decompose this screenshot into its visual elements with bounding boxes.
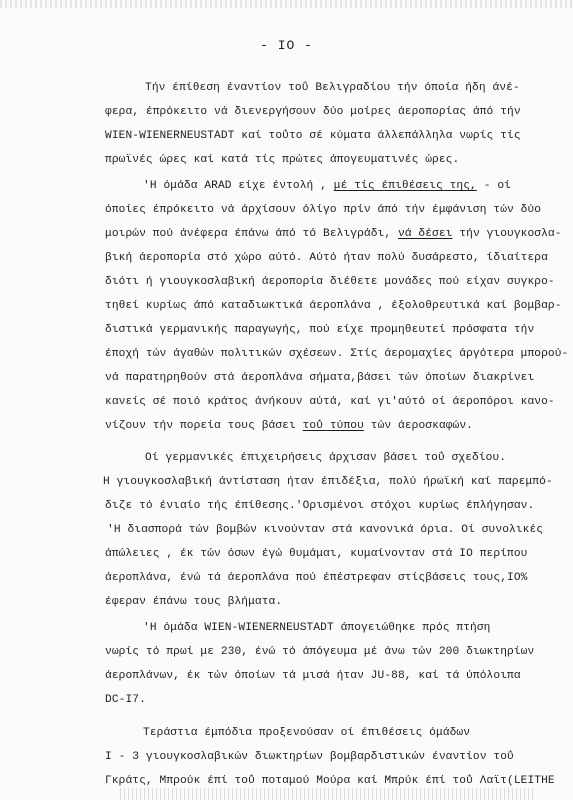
underlined-phrase: νά δέσει xyxy=(397,228,453,240)
text-line: Οί γερμανικές έπιχειρήσεις άρχισαν βάσει τοΰ σχεδίου. xyxy=(145,452,507,464)
text-segment: - οί xyxy=(476,180,511,192)
text-line xyxy=(105,227,562,241)
text-line: DC-I7. xyxy=(105,694,146,706)
text-line: WIEN-WIENERNEUSTADT καί τοΰτο σέ κύματα άλλεπάλληλα νωρίς τίς xyxy=(105,130,521,142)
underlined-phrase: τοΰ τύπου xyxy=(302,420,364,432)
text-line: 'Η όμάδα WIEN-WIENERNEUSTADT άπογειώθηκε πρός πτήση xyxy=(143,622,491,634)
text-segment: 'Η όμάδα ARAD είχε έντολή , xyxy=(143,180,334,192)
text-line: φερα, έπρόκειτο νά διενεργήσουν δύο μοίρες άεροπορίας άπό τήν xyxy=(105,106,521,118)
scan-noise-bottom xyxy=(120,788,533,800)
text-line: άεροπλάνων, έκ τών όποίων τά μισά ήταν JU-88, καί τά ύπόλοιπα xyxy=(105,670,521,682)
text-line xyxy=(105,419,473,433)
scan-noise-top xyxy=(0,0,573,8)
text-line: κανείς σέ ποιό κράτος άνήκουν αύτά, καί γι'αύτό οί άεροπόροι κανο- xyxy=(105,396,555,408)
text-segment: νίζουν τήν πορεία τους βάσει xyxy=(105,420,303,432)
text-line: έποχή τών άγαθών πολιτικών σχέσεων. Στίς άερομαχίες άργότερα μπορού- xyxy=(105,348,569,360)
text-line: άεροπλάνα, ένώ τά άεροπλάνα πού έπέστρεφαν στίςβάσεις τους,IO% xyxy=(105,572,528,584)
text-line: τηθεί κυρίως άπό καταδιωκτικά άεροπλάνα , έξολοθρευτικά καί βομβαρ- xyxy=(105,300,562,312)
text-line xyxy=(143,179,511,193)
text-line: διστικά γερμανικής παραγωγής, πού είχε προμηθευτεί πρόσφατα τήν xyxy=(105,324,535,336)
text-line: όποίες έπρόκειτο νά άρχίσουν όλίγο πρίν άπό τήν έμφάνιση τών δύο xyxy=(105,204,542,216)
text-segment: τών άεροσκαφών. xyxy=(363,420,473,432)
text-line: διζε τό ένιαίο τής έπίθεσης.'Ορισμένοι στόχοι κυρίως έπλήγησαν. xyxy=(105,500,535,512)
text-line: διότι ή γιουγκοσλαβική άεροπορία διέθετε μονάδες πού είχαν συγκρο- xyxy=(105,276,555,288)
text-line: Η γιουγκοσλαβική άντίσταση ήταν έπιδέξια, πολύ ήρωϊκή καί παρεμπό- xyxy=(103,476,553,488)
text-line: 'Η διασπορά τών βομβών κινούνταν στά κανονικά όρια. Οί συνολικές xyxy=(107,524,544,536)
text-line: Τεράστια έμπόδια προξενούσαν οί έπιθέσεις όμάδων xyxy=(143,727,471,739)
text-line: νωρίς τό πρωί με 230, ένώ τό άπόγευμα μέ άνω τών 200 διωκτηρίων xyxy=(105,646,535,658)
text-segment: μοιρών πού άνέφερα έπάνω άπό τό Βελιγράδι, xyxy=(105,228,398,240)
underlined-phrase: μέ τίς έπιθέσεις της, xyxy=(333,180,477,192)
text-line: πρωϊνές ώρες καί κατά τίς πρώτες άπογευματινές ώρες. xyxy=(105,154,460,166)
text-line: νά παρατηρηθούν στά άεροπλάνα σήματα,βάσει τών όποίων διακρίνει xyxy=(105,372,535,384)
text-line: άπώλειες , έκ τών όσων έγώ θυμάμαι, κυμαίνονταν στά IO περίπου xyxy=(105,548,528,560)
text-line: Γκράτς, Μπρούκ έπί τοΰ ποταμού Μούρα καί Μπρύκ έπί τοΰ Λαϊτ(LEITHE xyxy=(105,775,555,787)
text-line: I - 3 γιουγκοσλαβικών διωκτηρίων βομβαρδιστικών έναντίον τοΰ xyxy=(105,751,514,763)
text-segment: τήν γιουγκοσλα- xyxy=(452,228,562,240)
text-line: έφεραν έπάνω τους βλήματα. xyxy=(105,596,283,608)
text-line: Τήν έπίθεση έναντίον τοΰ Βελιγραδίου τήν όποία ήδη άνέ- xyxy=(145,82,520,94)
page-number: - IO - xyxy=(260,38,313,53)
text-line: βική άεροπορία στό χώρο αύτό. Αύτό ήταν πολύ δυσάρεστο, ίδιαίτερα xyxy=(105,252,548,264)
